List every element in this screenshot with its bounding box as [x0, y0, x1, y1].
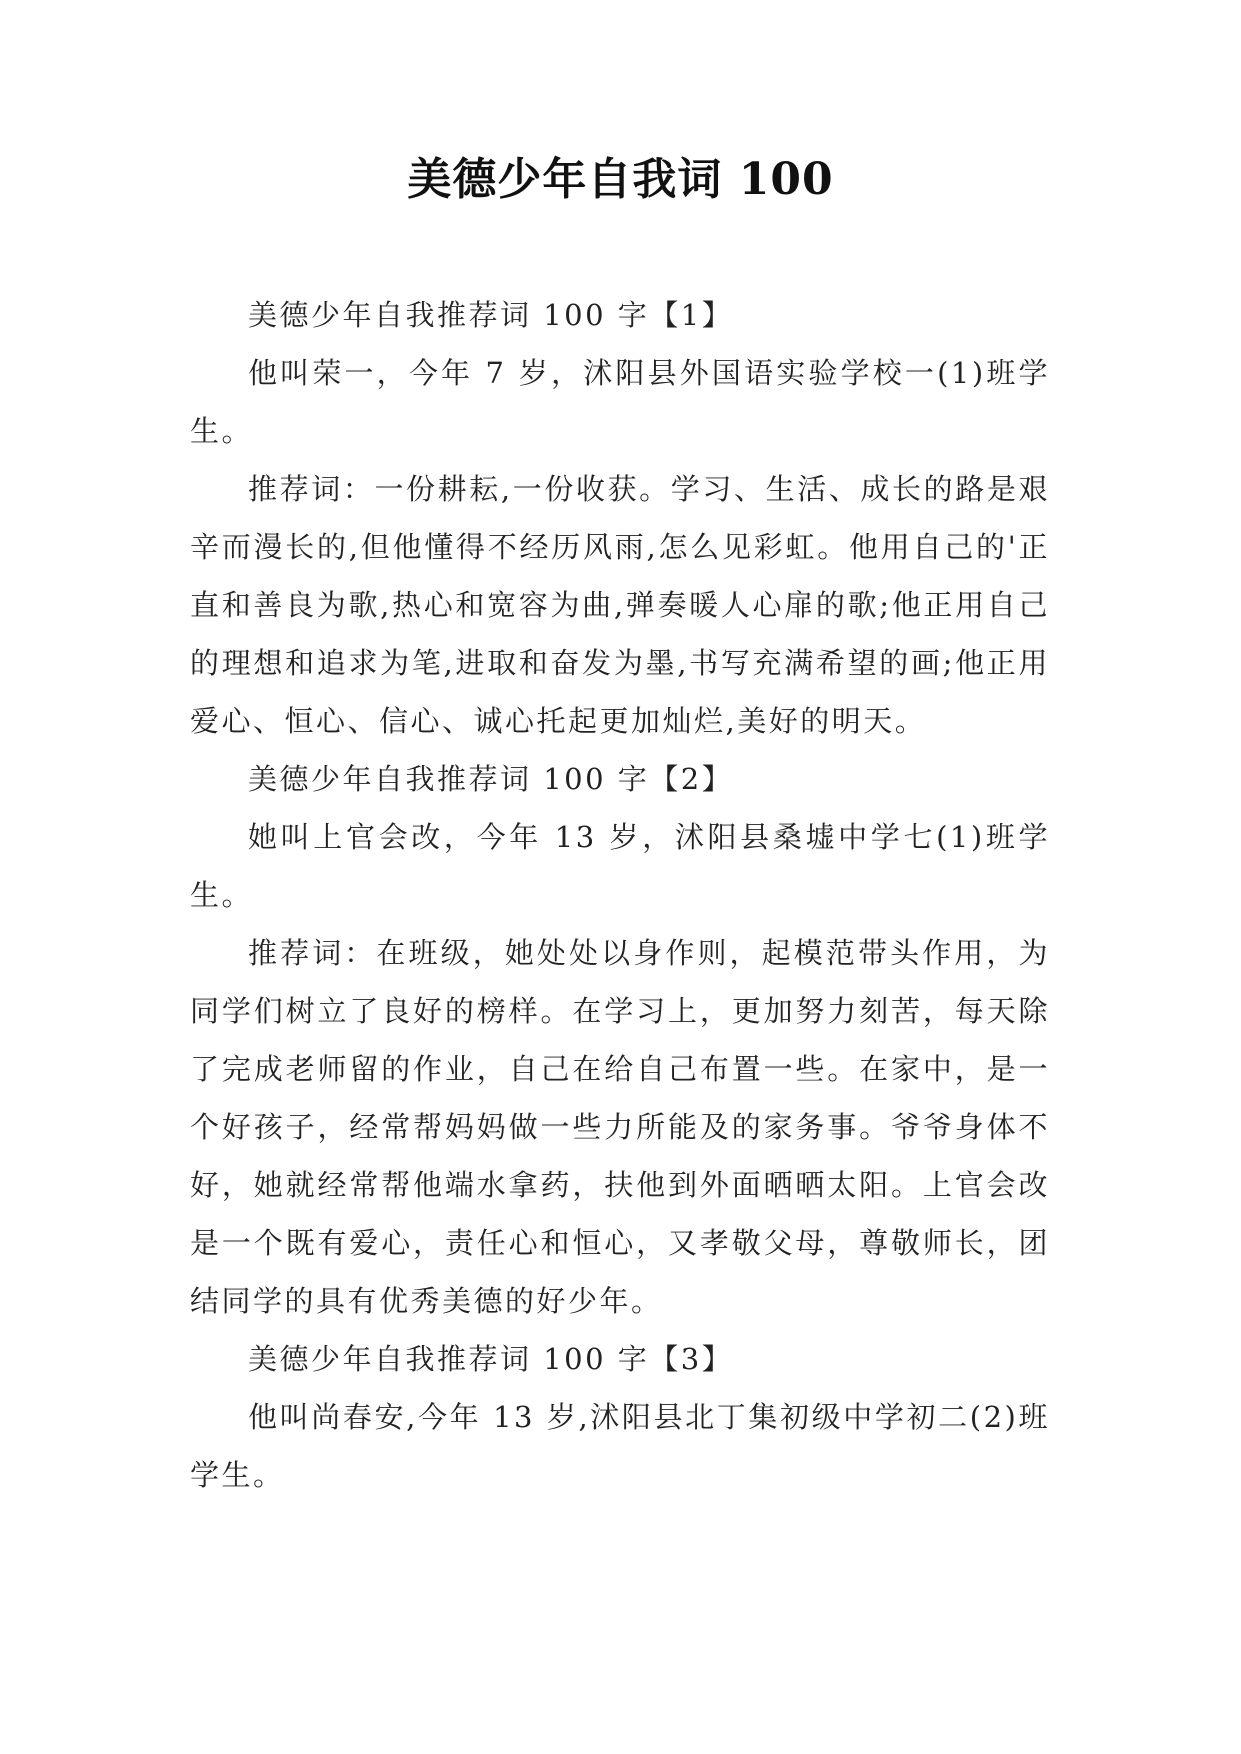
paragraph-intro-2: 她叫上官会改，今年 13 岁，沭阳县桑墟中学七(1)班学生。	[190, 820, 1050, 912]
paragraph-recommendation-1: 推荐词：一份耕耘,一份收获。学习、生活、成长的路是艰辛而漫长的,但他懂得不经历风雨,怎么见彩虹。他用自己的'正直和善良为歌,热心和宽容为曲,弹奏暖人心扉的歌;他正用自己的理想和追求为笔,进取和奋发为墨,书写充满希望的画;他正用爱心、恒心、信心、诚心托起更加灿烂,美好的明天。	[190, 472, 1050, 738]
section-heading-3: 美德少年自我推荐词 100 字【3】	[248, 1342, 734, 1376]
paragraph-intro-3: 他叫尚春安,今年 13 岁,沭阳县北丁集初级中学初二(2)班学生。	[190, 1400, 1050, 1492]
document-title: 美德少年自我词 100	[407, 154, 834, 205]
paragraph-recommendation-2: 推荐词：在班级，她处处以身作则，起模范带头作用，为同学们树立了良好的榜样。在学习上，更加努力刻苦，每天除了完成老师留的作业，自己在给自己布置一些。在家中，是一个好孩子，经常帮妈妈做一些力所能及的家务事。爷爷身体不好，她就经常帮他端水拿药，扶他到外面晒晒太阳。上官会改是一个既有爱心，责任心和恒心，又孝敬父母，尊敬师长，团结同学的具有优秀美德的好少年。	[190, 936, 1050, 1318]
paragraph-intro-1: 他叫荣一，今年 7 岁，沭阳县外国语实验学校一(1)班学生。	[190, 356, 1050, 448]
section-heading-2: 美德少年自我推荐词 100 字【2】	[248, 762, 734, 796]
document-body	[190, 286, 1050, 1504]
section-heading-1: 美德少年自我推荐词 100 字【1】	[248, 298, 734, 332]
